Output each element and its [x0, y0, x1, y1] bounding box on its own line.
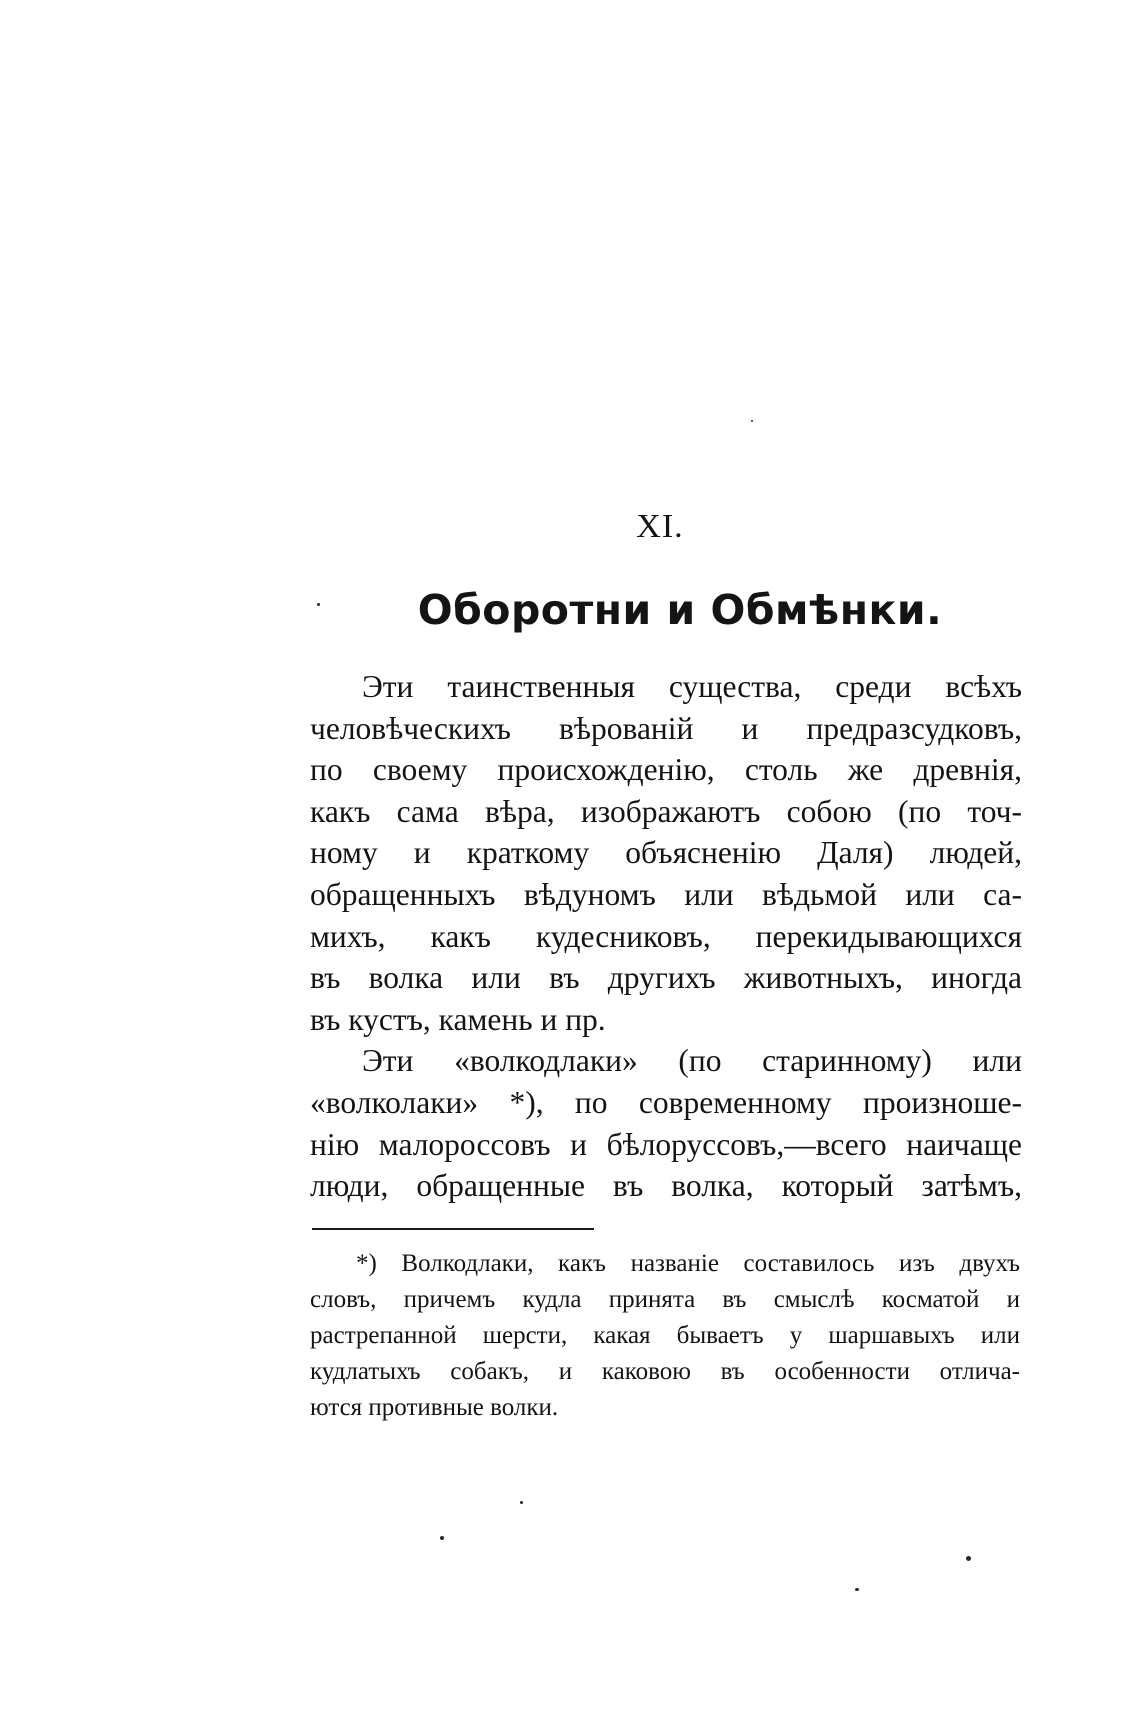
- body-line: какъ сама вѣра, изображаютъ собою (по точ-: [310, 793, 1022, 829]
- body-line: люди, обращенные въ волка, который затѣмъ,: [310, 1168, 1022, 1204]
- footnote-line: ются противные волки.: [310, 1394, 559, 1421]
- scan-speck: [520, 1501, 523, 1504]
- scan-speck: [317, 603, 320, 606]
- footnote: [310, 1246, 1020, 1426]
- footnote-line: словъ, причемъ кудла принята въ смыслѣ косматой и: [310, 1286, 1020, 1313]
- chapter-title: Оборотни и Обмѣнки.: [417, 586, 943, 634]
- body-line: по своему происхожденію, столь же древнія,: [310, 752, 1022, 788]
- scan-speck: [440, 1536, 444, 1540]
- body-line: михъ, какъ кудесниковъ, перекидывающихся: [310, 918, 1022, 954]
- footnote-line: растрепанной шерсти, какая бываетъ у шаршавыхъ или: [310, 1322, 1020, 1349]
- body-line: въ кустъ, камень и пр.: [310, 1001, 606, 1037]
- body-line: Эти таинственныя существа, среди всѣхъ: [362, 669, 1022, 704]
- body-line: человѣческихъ вѣрованій и предразсудковъ,: [310, 710, 1022, 746]
- scan-speck: [751, 420, 753, 422]
- footnote-divider: [312, 1228, 594, 1230]
- chapter-number: XI.: [636, 508, 684, 545]
- body-text: [310, 666, 1022, 1207]
- scan-speck: [855, 1588, 859, 1591]
- footnote-line: кудлатыхъ собакъ, и каковою въ особенности отлича-: [310, 1358, 1020, 1385]
- body-line: «волколаки» *), по современному произноше-: [310, 1084, 1022, 1120]
- body-line: ному и краткому объясненію Даля) людей,: [310, 835, 1022, 871]
- body-line: въ волка или въ другихъ животныхъ, иногда: [310, 960, 1022, 996]
- body-line: обращенныхъ вѣдуномъ или вѣдьмой или са-: [310, 876, 1022, 912]
- scan-speck: [966, 1556, 971, 1561]
- footnote-line: *) Волкодлаки, какъ названіе составилось изъ двухъ: [356, 1250, 1020, 1277]
- body-line: нію малороссовъ и бѣлоруссовъ,—всего наичаще: [310, 1126, 1022, 1162]
- body-line: Эти «волкодлаки» (по старинному) или: [362, 1043, 1022, 1079]
